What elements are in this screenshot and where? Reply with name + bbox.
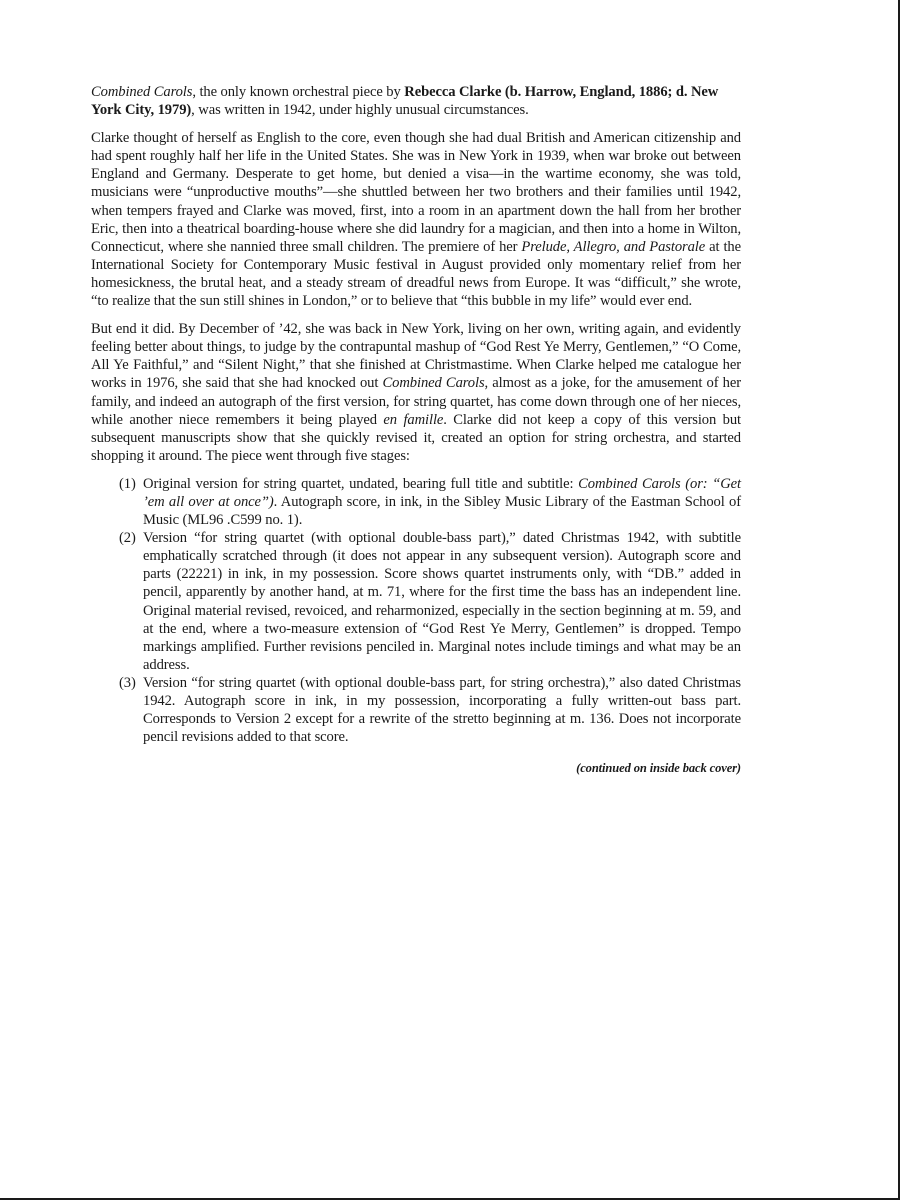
work-title: Prelude, Allegro, and Pastorale (521, 238, 706, 255)
continued-note: (continued on inside back cover) (576, 761, 741, 776)
list-item-text: Version “for string quartet (with optional double-bass part),” dated Christmas 1942, with subtitle emphatically scratched through (it does not appear in any subsequent version). Autograph score and parts (22221) in ink, in my possession. Score shows quartet instruments only, with “DB.” added in pencil, apparently by another hand, at m. 71, where for the first time the bass has an independent line. Original material revised, revoiced, and reharmonized, especially in the section beginning at m. 59, and at the end, where a two-measure extension of “God Rest Ye Merry, Gentlemen” is dropped. Tempo markings amplified. Further revisions penciled in. Marginal notes include timings and what may be an address. (143, 530, 741, 673)
list-item-number: (3) (119, 674, 136, 691)
paragraph-text: . Clarke did not keep a copy of this version but subsequent manuscripts show that she quickly revised it, created an option for string orchestra, and started shopping it around. The piece went through five stages: (91, 411, 741, 464)
list-item-text (143, 475, 741, 529)
list-item-text: Version “for string quartet (with optional double-bass part, for string orchestra),” also dated Christmas 1942. Autograph score in ink, in my possession, incorporating a fully written-out bass part. Corresponds to Version 2 except for a rewrite of the stretto beginning at m. 136. Does not incorporate pencil revisions added to that score. (143, 674, 741, 746)
intro-paragraph (91, 83, 741, 119)
list-item-text-part: Original version for string quartet, undated, bearing full title and subtitle: (143, 475, 579, 492)
paragraph-text: But end it did. By December of ’42, she was back in New York, living on her own, writing again, and evidently feeling better about things, to judge by the contrapuntal mashup of “God Rest Ye Merry, Gentlemen,” “O Come, All Ye Faithful,” and “Silent Night,” that she finished at Christmastime. When Clarke helped me catalogue her works in 1976, she said that she had knocked out (91, 321, 741, 392)
intro-text: , was written in 1942, under highly unusual circumstances. (191, 102, 529, 119)
list-item (119, 529, 741, 674)
intro-text: , the only known orchestral piece by (192, 84, 405, 100)
paragraph-text: Clarke thought of herself as English to the core, even though she had dual British and American citizenship and had spent roughly half her life in the United States. She was in New York in 1939, when war broke out between England and Germany. Desperate to get home, but denied a visa—in the wartime economy, she was told, musicians were “unproductive mouths”—she shuttled between her two brothers and their families until 1942, when tempers frayed and Clarke was moved, first, into a room in an apartment down the hall from her brother Eric, then into a theatrical boarding-house where she did laundry for a magician, and then into a home in Wilton, Connecticut, where she nannied three small children. The premiere of her (91, 130, 741, 255)
list-item (119, 674, 741, 746)
paragraph-text: at the International Society for Contemporary Music festival in August provided only momentary relief from her homesickness, the brutal heat, and a steady stream of dreadful news from Europe. It was “difficult,” she wrote, “to realize that the sun still shines in London,” or to believe that “this bubble in my life” would ever end. (91, 238, 741, 310)
work-subtitle: Combined Carols (or: “Get ’em all over at once”) (143, 475, 741, 510)
list-item (119, 475, 741, 529)
paragraph-text: , almost as a joke, for the amusement of her family, and indeed an autograph of the first version, for string quartet, has come down through one of her nieces, while another niece remembers it being played (91, 375, 742, 428)
stages-list (91, 475, 741, 746)
foreign-phrase: en famille (383, 411, 444, 428)
list-item-number: (1) (119, 475, 136, 492)
work-title: Combined Carols (382, 375, 485, 392)
document-body (91, 83, 741, 777)
history-paragraph (91, 320, 741, 465)
composer-name: Rebecca Clarke (b. Harrow, England, 1886; d. New York City, 1979) (91, 84, 719, 119)
list-item-number: (2) (119, 530, 136, 547)
work-title: Combined Carols (91, 84, 193, 100)
list-item-text-part: . Autograph score, in ink, in the Sibley Music Library of the Eastman School of Music (ML96 .C599 no. 1). (143, 493, 741, 529)
biography-paragraph (91, 129, 741, 310)
